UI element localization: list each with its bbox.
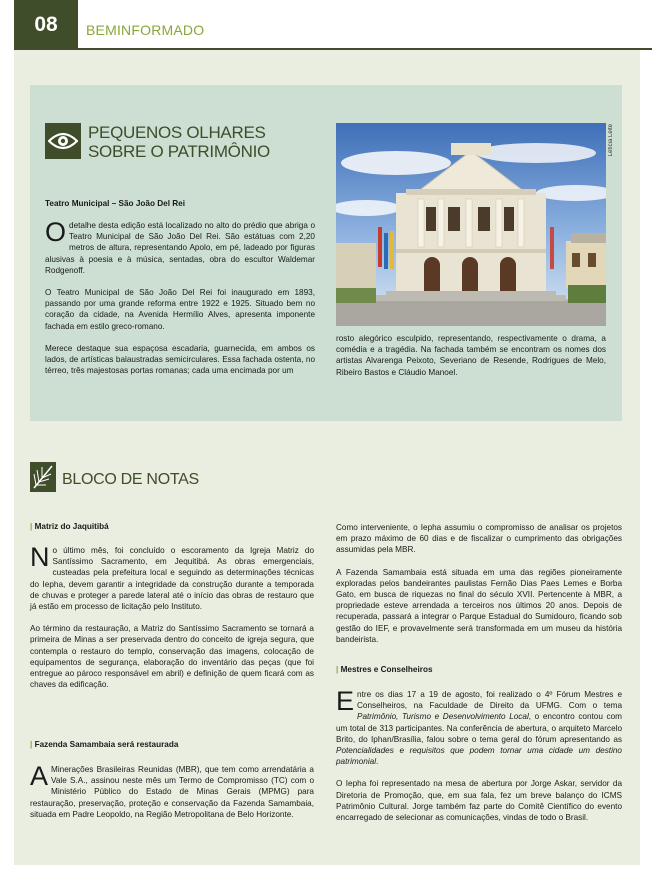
notes-section-2 (30, 761, 314, 820)
notes-subtitle-2: | Fazenda Samambaia será restaurada (30, 740, 179, 749)
feature-title-line1: PEQUENOS OLHARES (88, 123, 266, 142)
drop-cap: O (45, 217, 67, 247)
notes-leaf-icon (30, 462, 56, 492)
notes-section-1 (30, 542, 314, 690)
feature-column-right (336, 333, 606, 378)
feature-paragraph-4: rosto alegórico esculpido, representando, respectivamente o drama, a comédia e a tragédia. Na fachada também se encontram os nomes dos artistas Alvarenga Peixoto, Severiano de Resende, Rodrigues de Melo, Ribeiro Bastos e Cláudio Manoel. (336, 334, 606, 377)
notes-s3-paragraph-2: O Iepha foi representado na mesa de abertura por Jorge Askar, servidor da Diretoria de Promoção, que, em sua fala, fez um breve balanço do ICMS Patrimônio Cultural. Jorge também faz parte do Comitê Científico do evento encarregado de selecionar as comunicações, vindas de todo o Brasil. (336, 779, 622, 823)
drop-cap-a: A (30, 761, 49, 791)
notes-s3-paragraph-1 (336, 686, 622, 767)
feature-p1-text: detalhe desta edição está localizado no alto do prédio que abriga o Teatro Municipal de São João Del Rei. São estátuas com 2,20 metros de altura, representando Apolo, em pé, ladeado por figuras alusivas à poesia e à música, sentadas, obra do escultor Waldemar Rodgenoff. (45, 221, 315, 275)
feature-paragraph-1 (45, 217, 315, 276)
page-number: 08 (34, 13, 58, 36)
brand-bem: BEM (86, 22, 117, 38)
drop-cap-n: N (30, 542, 50, 572)
notes-s3-p1a: ntre os dias 17 a 19 de agosto, foi realizado o 4º Fórum Mestres e Conselheiros, na Faculdade de Direito da UFMG. Com o tema (357, 690, 622, 711)
notes-s2-paragraph-2: Como interveniente, o Iepha assumiu o compromisso de analisar os projetos em prazo máximo de 60 dias e de fiscalizar o cumprimento das obrigações assumidas pela MBR. (336, 523, 622, 555)
notes-s3-p1b: , o encontro contou com um total de 313 participantes. Na conferência de abertura, o arquiteto Marcelo Brito, do Iphan/Brasília, falou sobre o tema geral do fórum apresentando as (336, 712, 622, 744)
notes-subtitle-3: | Mestres e Conselheiros (336, 665, 433, 674)
drop-cap-e: E (336, 686, 355, 716)
notes-s1-p1-text: o último mês, foi concluído o escoramento da Igreja Matriz do Santíssimo Sacramento, em Jequitibá. As obras emergenciais, custeadas pela prefeitura local e seguindo as determinações técnicas do Iepha, devem garantir a integridade da construção durante a temporada de chuvas e proteger a parede lateral até o início das obras de restauro que já estão em processo de licitação pelo Instituto. (30, 546, 314, 612)
notes-s3-lecture-title: Potencialidades e requisitos que podem tornar uma cidade um destino patrimonial (336, 746, 622, 767)
notes-right-column (336, 522, 622, 645)
notes-s1-paragraph-1 (30, 542, 314, 612)
notes-s1-paragraph-2: Ao término da restauração, a Matriz do Santíssimo Sacramento se tornará a primeira de Minas a ser preservada dentro do conceito de igreja segura, que contempla o restauro do templo, conservação das imagens, colocação de equipamentos de segurança, elaboração do inventário das peças (que foi entregue ao pároco responsável em abril) e definição de quem ficará com as chaves da edificação. (30, 624, 314, 690)
notes-s2-paragraph-1 (30, 761, 314, 820)
eye-icon (45, 123, 81, 159)
notes-s2-p1-text: Minerações Brasileiras Reunidas (MBR), que tem como arrendatária a Vale S.A., assinou neste mês um Termo de Compromisso (TC) com o Ministério Público do Estado de Minas Gerais (MPMG) para restauração, preservação, proteção e conservação da Fazenda Samambaia, situada em Padre Leopoldo, na Região Metropolitana de Belo Horizonte. (30, 765, 314, 819)
feature-paragraph-3: Merece destaque sua espaçosa escadaria, guarnecida, em ambos os lados, de artísticas balaustradas semicirculares. Essa fachada ostenta, no térreo, três majestosas portas romanas; cada uma encimada por um (45, 343, 315, 376)
notes-title: BLOCO DE NOTAS (62, 471, 199, 488)
feature-paragraph-2: O Teatro Municipal de São João Del Rei foi inaugurado em 1893, passando por uma grande reforma entre 1922 e 1925. Situado bem no coração da cidade, na Avenida Hermílio Alves, apresenta imponente fachada em estilo greco-romano. (45, 288, 315, 331)
notes-s3-theme: Patrimônio, Turismo e Desenvolvimento Local (357, 712, 529, 722)
page-number-tab (14, 0, 78, 50)
feature-title (88, 123, 270, 161)
brand-informado: INFORMADO (116, 22, 205, 38)
brand (86, 22, 204, 38)
notes-s2-paragraph-3: A Fazenda Samambaia está situada em uma das regiões pioneiramente exploradas pelos bandeirantes paulistas Fernão Dias Paes Lemes e Borba Gato, em busca de riquezas no final do século XVII. Pertencente à MBR, a propriedade esteve arrendada a terceiros nos últimos 20 anos. Depois de recuperada, passará a integrar o Parque Estadual do Sumidouro, ficando sob gestão do IEF, e provavelmente será transformada em um museu da história bandeirista. (336, 567, 622, 644)
notes-subtitle-1: | Matriz do Jaquitibá (30, 522, 109, 531)
notes-subtitle-3-text: Mestres e Conselheiros (340, 665, 433, 674)
feature-subtitle: Teatro Municipal – São João Del Rei (45, 199, 185, 208)
notes-subtitle-1-text: Matriz do Jaquitibá (34, 522, 109, 531)
photo-credit: Letícia Leite (608, 124, 614, 157)
notes-section-3 (336, 686, 622, 823)
theatre-photo (336, 123, 606, 326)
feature-column-left (45, 217, 315, 376)
feature-title-line2: SOBRE O PATRIMÔNIO (88, 142, 270, 161)
notes-subtitle-2-text: Fazenda Samambaia será restaurada (34, 740, 179, 749)
notes-s3-p1c: . (376, 757, 379, 767)
